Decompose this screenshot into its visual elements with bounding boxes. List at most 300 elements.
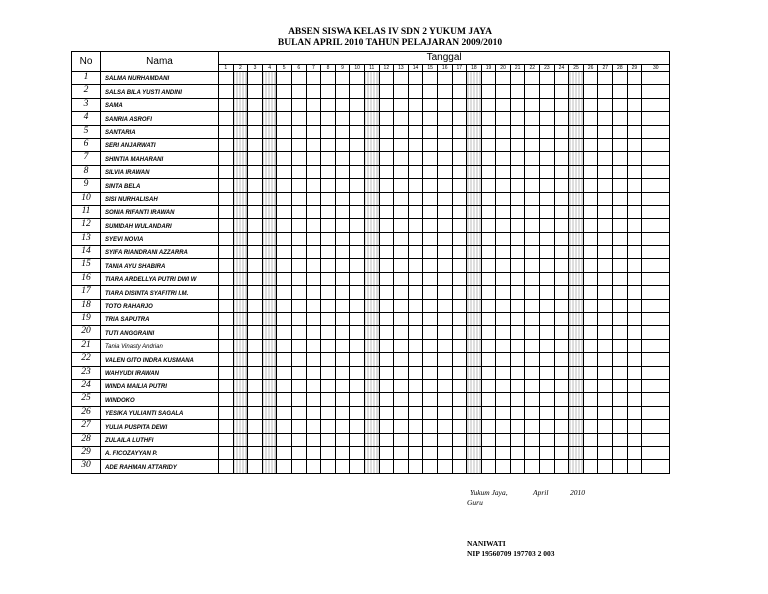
attendance-cell[interactable] bbox=[437, 232, 452, 245]
attendance-cell[interactable] bbox=[437, 72, 452, 85]
attendance-cell[interactable] bbox=[481, 152, 496, 165]
attendance-cell[interactable] bbox=[291, 232, 306, 245]
attendance-cell[interactable] bbox=[437, 152, 452, 165]
attendance-cell[interactable] bbox=[350, 393, 365, 406]
attendance-cell[interactable] bbox=[248, 259, 263, 272]
attendance-cell[interactable] bbox=[379, 406, 394, 419]
attendance-cell[interactable] bbox=[219, 272, 234, 285]
attendance-cell[interactable] bbox=[452, 379, 467, 392]
attendance-cell[interactable] bbox=[496, 313, 511, 326]
attendance-cell[interactable] bbox=[321, 138, 336, 151]
attendance-cell[interactable] bbox=[525, 326, 540, 339]
attendance-cell[interactable] bbox=[452, 286, 467, 299]
attendance-cell[interactable] bbox=[613, 72, 628, 85]
attendance-cell[interactable] bbox=[437, 272, 452, 285]
attendance-cell[interactable] bbox=[335, 246, 350, 259]
attendance-cell[interactable] bbox=[554, 219, 569, 232]
attendance-cell[interactable] bbox=[364, 246, 379, 259]
attendance-cell[interactable] bbox=[554, 313, 569, 326]
attendance-cell[interactable] bbox=[219, 286, 234, 299]
attendance-cell[interactable] bbox=[408, 272, 423, 285]
attendance-cell[interactable] bbox=[583, 85, 598, 98]
attendance-cell[interactable] bbox=[481, 299, 496, 312]
attendance-cell[interactable] bbox=[262, 286, 277, 299]
attendance-cell[interactable] bbox=[481, 446, 496, 459]
attendance-cell[interactable] bbox=[394, 72, 409, 85]
attendance-cell[interactable] bbox=[335, 299, 350, 312]
attendance-cell[interactable] bbox=[335, 326, 350, 339]
attendance-cell[interactable] bbox=[350, 165, 365, 178]
attendance-cell[interactable] bbox=[467, 366, 482, 379]
attendance-cell[interactable] bbox=[583, 460, 598, 473]
attendance-cell[interactable] bbox=[321, 259, 336, 272]
attendance-cell[interactable] bbox=[627, 112, 642, 125]
attendance-cell[interactable] bbox=[321, 420, 336, 433]
attendance-cell[interactable] bbox=[335, 192, 350, 205]
attendance-cell[interactable] bbox=[481, 379, 496, 392]
attendance-cell[interactable] bbox=[467, 219, 482, 232]
attendance-cell[interactable] bbox=[335, 420, 350, 433]
attendance-cell[interactable] bbox=[219, 379, 234, 392]
attendance-cell[interactable] bbox=[379, 179, 394, 192]
attendance-cell[interactable] bbox=[642, 205, 670, 218]
attendance-cell[interactable] bbox=[408, 420, 423, 433]
attendance-cell[interactable] bbox=[613, 460, 628, 473]
attendance-cell[interactable] bbox=[262, 313, 277, 326]
attendance-cell[interactable] bbox=[408, 366, 423, 379]
attendance-cell[interactable] bbox=[321, 326, 336, 339]
attendance-cell[interactable] bbox=[219, 232, 234, 245]
attendance-cell[interactable] bbox=[423, 192, 438, 205]
attendance-cell[interactable] bbox=[219, 219, 234, 232]
attendance-cell[interactable] bbox=[627, 179, 642, 192]
attendance-cell[interactable] bbox=[379, 286, 394, 299]
attendance-cell[interactable] bbox=[423, 313, 438, 326]
attendance-cell[interactable] bbox=[540, 272, 555, 285]
attendance-cell[interactable] bbox=[569, 112, 584, 125]
attendance-cell[interactable] bbox=[350, 366, 365, 379]
attendance-cell[interactable] bbox=[510, 125, 525, 138]
attendance-cell[interactable] bbox=[642, 192, 670, 205]
attendance-cell[interactable] bbox=[496, 219, 511, 232]
attendance-cell[interactable] bbox=[525, 272, 540, 285]
attendance-cell[interactable] bbox=[613, 246, 628, 259]
attendance-cell[interactable] bbox=[642, 259, 670, 272]
attendance-cell[interactable] bbox=[219, 339, 234, 352]
attendance-cell[interactable] bbox=[350, 272, 365, 285]
attendance-cell[interactable] bbox=[437, 219, 452, 232]
attendance-cell[interactable] bbox=[437, 205, 452, 218]
attendance-cell[interactable] bbox=[379, 98, 394, 111]
attendance-cell[interactable] bbox=[613, 179, 628, 192]
attendance-cell[interactable] bbox=[583, 259, 598, 272]
attendance-cell[interactable] bbox=[510, 179, 525, 192]
attendance-cell[interactable] bbox=[525, 393, 540, 406]
attendance-cell[interactable] bbox=[452, 393, 467, 406]
attendance-cell[interactable] bbox=[423, 98, 438, 111]
attendance-cell[interactable] bbox=[408, 205, 423, 218]
attendance-cell[interactable] bbox=[437, 259, 452, 272]
attendance-cell[interactable] bbox=[379, 85, 394, 98]
attendance-cell[interactable] bbox=[277, 85, 292, 98]
attendance-cell[interactable] bbox=[598, 299, 613, 312]
attendance-cell[interactable] bbox=[554, 179, 569, 192]
attendance-cell[interactable] bbox=[364, 192, 379, 205]
attendance-cell[interactable] bbox=[291, 219, 306, 232]
attendance-cell[interactable] bbox=[569, 272, 584, 285]
attendance-cell[interactable] bbox=[437, 406, 452, 419]
attendance-cell[interactable] bbox=[306, 379, 321, 392]
attendance-cell[interactable] bbox=[540, 406, 555, 419]
attendance-cell[interactable] bbox=[510, 165, 525, 178]
attendance-cell[interactable] bbox=[350, 406, 365, 419]
attendance-cell[interactable] bbox=[540, 326, 555, 339]
attendance-cell[interactable] bbox=[510, 98, 525, 111]
attendance-cell[interactable] bbox=[598, 313, 613, 326]
attendance-cell[interactable] bbox=[262, 272, 277, 285]
attendance-cell[interactable] bbox=[627, 165, 642, 178]
attendance-cell[interactable] bbox=[496, 420, 511, 433]
attendance-cell[interactable] bbox=[642, 165, 670, 178]
attendance-cell[interactable] bbox=[306, 179, 321, 192]
attendance-cell[interactable] bbox=[452, 125, 467, 138]
attendance-cell[interactable] bbox=[481, 272, 496, 285]
attendance-cell[interactable] bbox=[496, 366, 511, 379]
attendance-cell[interactable] bbox=[423, 393, 438, 406]
attendance-cell[interactable] bbox=[437, 299, 452, 312]
attendance-cell[interactable] bbox=[467, 406, 482, 419]
attendance-cell[interactable] bbox=[408, 286, 423, 299]
attendance-cell[interactable] bbox=[437, 366, 452, 379]
attendance-cell[interactable] bbox=[219, 259, 234, 272]
attendance-cell[interactable] bbox=[510, 313, 525, 326]
attendance-cell[interactable] bbox=[379, 259, 394, 272]
attendance-cell[interactable] bbox=[335, 98, 350, 111]
attendance-cell[interactable] bbox=[554, 259, 569, 272]
attendance-cell[interactable] bbox=[510, 192, 525, 205]
attendance-cell[interactable] bbox=[423, 406, 438, 419]
attendance-cell[interactable] bbox=[496, 353, 511, 366]
attendance-cell[interactable] bbox=[379, 152, 394, 165]
attendance-cell[interactable] bbox=[379, 379, 394, 392]
attendance-cell[interactable] bbox=[321, 192, 336, 205]
attendance-cell[interactable] bbox=[583, 299, 598, 312]
attendance-cell[interactable] bbox=[321, 339, 336, 352]
attendance-cell[interactable] bbox=[364, 446, 379, 459]
attendance-cell[interactable] bbox=[219, 165, 234, 178]
attendance-cell[interactable] bbox=[554, 433, 569, 446]
attendance-cell[interactable] bbox=[437, 165, 452, 178]
attendance-cell[interactable] bbox=[364, 406, 379, 419]
attendance-cell[interactable] bbox=[496, 85, 511, 98]
attendance-cell[interactable] bbox=[394, 366, 409, 379]
attendance-cell[interactable] bbox=[496, 152, 511, 165]
attendance-cell[interactable] bbox=[335, 138, 350, 151]
attendance-cell[interactable] bbox=[321, 353, 336, 366]
attendance-cell[interactable] bbox=[583, 420, 598, 433]
attendance-cell[interactable] bbox=[525, 299, 540, 312]
attendance-cell[interactable] bbox=[496, 138, 511, 151]
attendance-cell[interactable] bbox=[408, 246, 423, 259]
attendance-cell[interactable] bbox=[569, 299, 584, 312]
attendance-cell[interactable] bbox=[437, 125, 452, 138]
attendance-cell[interactable] bbox=[423, 433, 438, 446]
attendance-cell[interactable] bbox=[583, 72, 598, 85]
attendance-cell[interactable] bbox=[233, 286, 248, 299]
attendance-cell[interactable] bbox=[350, 112, 365, 125]
attendance-cell[interactable] bbox=[394, 446, 409, 459]
attendance-cell[interactable] bbox=[496, 272, 511, 285]
attendance-cell[interactable] bbox=[569, 72, 584, 85]
attendance-cell[interactable] bbox=[642, 286, 670, 299]
attendance-cell[interactable] bbox=[510, 138, 525, 151]
attendance-cell[interactable] bbox=[452, 259, 467, 272]
attendance-cell[interactable] bbox=[627, 446, 642, 459]
attendance-cell[interactable] bbox=[364, 219, 379, 232]
attendance-cell[interactable] bbox=[642, 379, 670, 392]
attendance-cell[interactable] bbox=[554, 85, 569, 98]
attendance-cell[interactable] bbox=[510, 326, 525, 339]
attendance-cell[interactable] bbox=[467, 299, 482, 312]
attendance-cell[interactable] bbox=[423, 379, 438, 392]
attendance-cell[interactable] bbox=[627, 420, 642, 433]
attendance-cell[interactable] bbox=[306, 112, 321, 125]
attendance-cell[interactable] bbox=[569, 152, 584, 165]
attendance-cell[interactable] bbox=[583, 326, 598, 339]
attendance-cell[interactable] bbox=[569, 406, 584, 419]
attendance-cell[interactable] bbox=[364, 205, 379, 218]
attendance-cell[interactable] bbox=[248, 152, 263, 165]
attendance-cell[interactable] bbox=[510, 420, 525, 433]
attendance-cell[interactable] bbox=[583, 192, 598, 205]
attendance-cell[interactable] bbox=[583, 138, 598, 151]
attendance-cell[interactable] bbox=[540, 433, 555, 446]
attendance-cell[interactable] bbox=[642, 98, 670, 111]
attendance-cell[interactable] bbox=[306, 353, 321, 366]
attendance-cell[interactable] bbox=[583, 353, 598, 366]
attendance-cell[interactable] bbox=[598, 259, 613, 272]
attendance-cell[interactable] bbox=[262, 165, 277, 178]
attendance-cell[interactable] bbox=[554, 165, 569, 178]
attendance-cell[interactable] bbox=[233, 366, 248, 379]
attendance-cell[interactable] bbox=[233, 326, 248, 339]
attendance-cell[interactable] bbox=[394, 219, 409, 232]
attendance-cell[interactable] bbox=[219, 326, 234, 339]
attendance-cell[interactable] bbox=[467, 339, 482, 352]
attendance-cell[interactable] bbox=[364, 339, 379, 352]
attendance-cell[interactable] bbox=[394, 393, 409, 406]
attendance-cell[interactable] bbox=[350, 420, 365, 433]
attendance-cell[interactable] bbox=[423, 339, 438, 352]
attendance-cell[interactable] bbox=[554, 112, 569, 125]
attendance-cell[interactable] bbox=[598, 112, 613, 125]
attendance-cell[interactable] bbox=[627, 313, 642, 326]
attendance-cell[interactable] bbox=[437, 112, 452, 125]
attendance-cell[interactable] bbox=[233, 406, 248, 419]
attendance-cell[interactable] bbox=[262, 299, 277, 312]
attendance-cell[interactable] bbox=[248, 179, 263, 192]
attendance-cell[interactable] bbox=[642, 85, 670, 98]
attendance-cell[interactable] bbox=[233, 272, 248, 285]
attendance-cell[interactable] bbox=[335, 460, 350, 473]
attendance-cell[interactable] bbox=[423, 353, 438, 366]
attendance-cell[interactable] bbox=[306, 72, 321, 85]
attendance-cell[interactable] bbox=[291, 112, 306, 125]
attendance-cell[interactable] bbox=[627, 125, 642, 138]
attendance-cell[interactable] bbox=[540, 138, 555, 151]
attendance-cell[interactable] bbox=[569, 259, 584, 272]
attendance-cell[interactable] bbox=[554, 420, 569, 433]
attendance-cell[interactable] bbox=[248, 205, 263, 218]
attendance-cell[interactable] bbox=[481, 125, 496, 138]
attendance-cell[interactable] bbox=[291, 138, 306, 151]
attendance-cell[interactable] bbox=[642, 353, 670, 366]
attendance-cell[interactable] bbox=[335, 313, 350, 326]
attendance-cell[interactable] bbox=[613, 138, 628, 151]
attendance-cell[interactable] bbox=[306, 299, 321, 312]
attendance-cell[interactable] bbox=[613, 286, 628, 299]
attendance-cell[interactable] bbox=[437, 179, 452, 192]
attendance-cell[interactable] bbox=[248, 192, 263, 205]
attendance-cell[interactable] bbox=[262, 192, 277, 205]
attendance-cell[interactable] bbox=[510, 366, 525, 379]
attendance-cell[interactable] bbox=[510, 286, 525, 299]
attendance-cell[interactable] bbox=[525, 433, 540, 446]
attendance-cell[interactable] bbox=[437, 192, 452, 205]
attendance-cell[interactable] bbox=[467, 272, 482, 285]
attendance-cell[interactable] bbox=[598, 98, 613, 111]
attendance-cell[interactable] bbox=[394, 339, 409, 352]
attendance-cell[interactable] bbox=[437, 446, 452, 459]
attendance-cell[interactable] bbox=[554, 192, 569, 205]
attendance-cell[interactable] bbox=[291, 339, 306, 352]
attendance-cell[interactable] bbox=[262, 152, 277, 165]
attendance-cell[interactable] bbox=[569, 366, 584, 379]
attendance-cell[interactable] bbox=[219, 366, 234, 379]
attendance-cell[interactable] bbox=[423, 138, 438, 151]
attendance-cell[interactable] bbox=[437, 460, 452, 473]
attendance-cell[interactable] bbox=[496, 232, 511, 245]
attendance-cell[interactable] bbox=[481, 326, 496, 339]
attendance-cell[interactable] bbox=[452, 339, 467, 352]
attendance-cell[interactable] bbox=[452, 165, 467, 178]
attendance-cell[interactable] bbox=[540, 286, 555, 299]
attendance-cell[interactable] bbox=[408, 219, 423, 232]
attendance-cell[interactable] bbox=[496, 165, 511, 178]
attendance-cell[interactable] bbox=[248, 98, 263, 111]
attendance-cell[interactable] bbox=[583, 406, 598, 419]
attendance-cell[interactable] bbox=[452, 72, 467, 85]
attendance-cell[interactable] bbox=[642, 326, 670, 339]
attendance-cell[interactable] bbox=[598, 179, 613, 192]
attendance-cell[interactable] bbox=[379, 420, 394, 433]
attendance-cell[interactable] bbox=[583, 433, 598, 446]
attendance-cell[interactable] bbox=[335, 366, 350, 379]
attendance-cell[interactable] bbox=[233, 85, 248, 98]
attendance-cell[interactable] bbox=[277, 259, 292, 272]
attendance-cell[interactable] bbox=[248, 85, 263, 98]
attendance-cell[interactable] bbox=[496, 125, 511, 138]
attendance-cell[interactable] bbox=[554, 446, 569, 459]
attendance-cell[interactable] bbox=[642, 433, 670, 446]
attendance-cell[interactable] bbox=[525, 205, 540, 218]
attendance-cell[interactable] bbox=[291, 165, 306, 178]
attendance-cell[interactable] bbox=[467, 313, 482, 326]
attendance-cell[interactable] bbox=[642, 112, 670, 125]
attendance-cell[interactable] bbox=[554, 326, 569, 339]
attendance-cell[interactable] bbox=[321, 366, 336, 379]
attendance-cell[interactable] bbox=[291, 272, 306, 285]
attendance-cell[interactable] bbox=[613, 299, 628, 312]
attendance-cell[interactable] bbox=[437, 98, 452, 111]
attendance-cell[interactable] bbox=[467, 112, 482, 125]
attendance-cell[interactable] bbox=[262, 433, 277, 446]
attendance-cell[interactable] bbox=[379, 246, 394, 259]
attendance-cell[interactable] bbox=[306, 98, 321, 111]
attendance-cell[interactable] bbox=[642, 179, 670, 192]
attendance-cell[interactable] bbox=[364, 286, 379, 299]
attendance-cell[interactable] bbox=[306, 192, 321, 205]
attendance-cell[interactable] bbox=[525, 112, 540, 125]
attendance-cell[interactable] bbox=[481, 393, 496, 406]
attendance-cell[interactable] bbox=[277, 232, 292, 245]
attendance-cell[interactable] bbox=[335, 165, 350, 178]
attendance-cell[interactable] bbox=[306, 272, 321, 285]
attendance-cell[interactable] bbox=[306, 152, 321, 165]
attendance-cell[interactable] bbox=[233, 246, 248, 259]
attendance-cell[interactable] bbox=[350, 125, 365, 138]
attendance-cell[interactable] bbox=[364, 152, 379, 165]
attendance-cell[interactable] bbox=[219, 460, 234, 473]
attendance-cell[interactable] bbox=[394, 246, 409, 259]
attendance-cell[interactable] bbox=[248, 125, 263, 138]
attendance-cell[interactable] bbox=[306, 219, 321, 232]
attendance-cell[interactable] bbox=[642, 313, 670, 326]
attendance-cell[interactable] bbox=[598, 433, 613, 446]
attendance-cell[interactable] bbox=[642, 125, 670, 138]
attendance-cell[interactable] bbox=[262, 366, 277, 379]
attendance-cell[interactable] bbox=[642, 420, 670, 433]
attendance-cell[interactable] bbox=[437, 246, 452, 259]
attendance-cell[interactable] bbox=[613, 339, 628, 352]
attendance-cell[interactable] bbox=[554, 232, 569, 245]
attendance-cell[interactable] bbox=[335, 339, 350, 352]
attendance-cell[interactable] bbox=[569, 125, 584, 138]
attendance-cell[interactable] bbox=[569, 353, 584, 366]
attendance-cell[interactable] bbox=[233, 165, 248, 178]
attendance-cell[interactable] bbox=[219, 85, 234, 98]
attendance-cell[interactable] bbox=[248, 138, 263, 151]
attendance-cell[interactable] bbox=[394, 433, 409, 446]
attendance-cell[interactable] bbox=[627, 379, 642, 392]
attendance-cell[interactable] bbox=[291, 259, 306, 272]
attendance-cell[interactable] bbox=[321, 165, 336, 178]
attendance-cell[interactable] bbox=[598, 446, 613, 459]
attendance-cell[interactable] bbox=[335, 353, 350, 366]
attendance-cell[interactable] bbox=[423, 460, 438, 473]
attendance-cell[interactable] bbox=[437, 420, 452, 433]
attendance-cell[interactable] bbox=[291, 460, 306, 473]
attendance-cell[interactable] bbox=[364, 165, 379, 178]
attendance-cell[interactable] bbox=[277, 393, 292, 406]
attendance-cell[interactable] bbox=[452, 85, 467, 98]
attendance-cell[interactable] bbox=[569, 420, 584, 433]
attendance-cell[interactable] bbox=[394, 205, 409, 218]
attendance-cell[interactable] bbox=[248, 286, 263, 299]
attendance-cell[interactable] bbox=[437, 433, 452, 446]
attendance-cell[interactable] bbox=[277, 98, 292, 111]
attendance-cell[interactable] bbox=[364, 433, 379, 446]
